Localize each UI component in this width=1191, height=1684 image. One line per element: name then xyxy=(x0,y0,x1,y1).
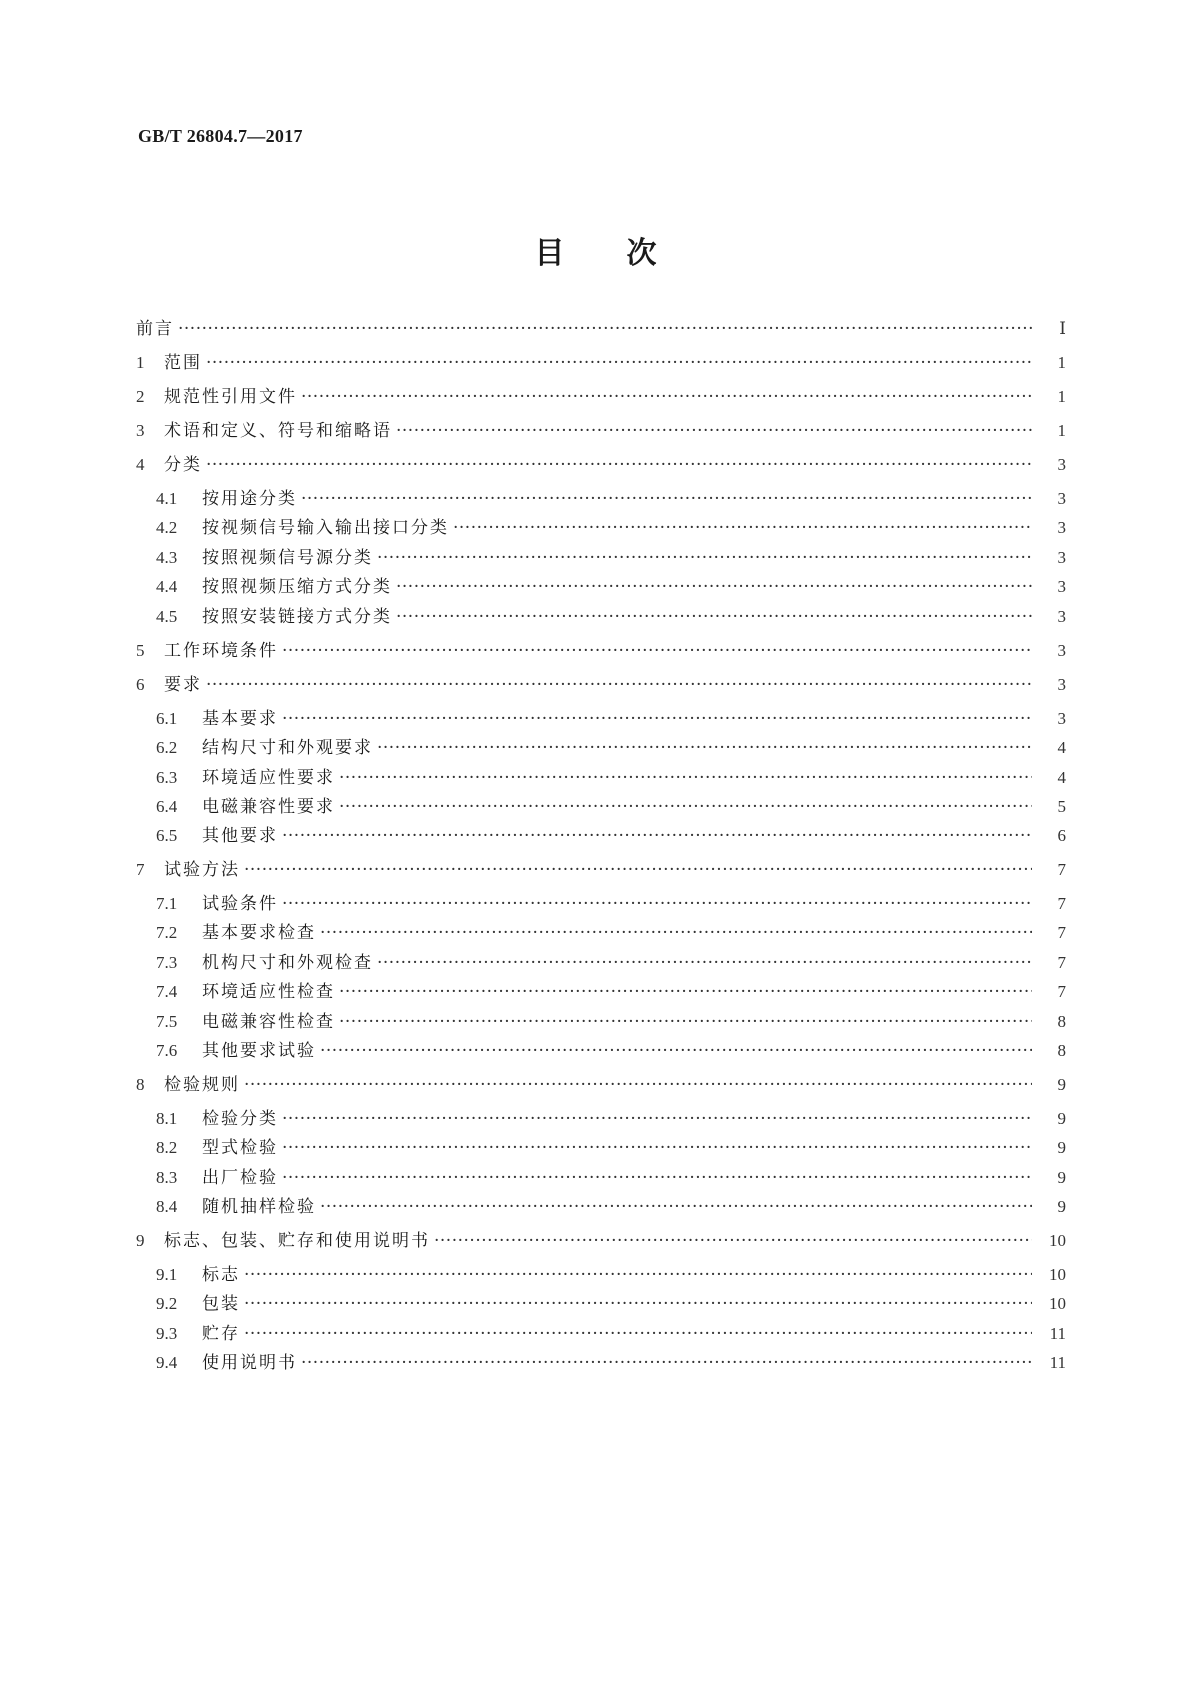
toc-entry-number: 9.2 xyxy=(156,1294,178,1313)
toc-dot-leader xyxy=(244,1291,1032,1317)
toc-entry-label: 包装 xyxy=(202,1294,240,1314)
toc-dot-leader xyxy=(434,1228,1032,1254)
toc-entry-number: 6.2 xyxy=(156,738,178,757)
toc-dot-leader xyxy=(339,794,1032,820)
toc-entry-page: 10 xyxy=(1049,1265,1066,1284)
toc-entry-page: 3 xyxy=(1057,709,1066,728)
toc-entry[interactable] xyxy=(136,574,1066,600)
toc-dot-leader xyxy=(244,1321,1032,1347)
toc-entry[interactable] xyxy=(136,1135,1066,1161)
toc-entry-label: 基本要求 xyxy=(202,709,278,729)
toc-entry[interactable] xyxy=(136,1321,1066,1347)
toc-entry-page: 8 xyxy=(1057,1012,1066,1031)
toc-dot-leader xyxy=(206,672,1032,698)
toc-dot-leader xyxy=(396,574,1032,600)
toc-entry-number: 8 xyxy=(136,1075,145,1094)
toc-entry[interactable] xyxy=(136,384,1066,410)
toc-entry-label: 按照视频压缩方式分类 xyxy=(202,577,392,597)
toc-dot-leader xyxy=(339,765,1032,791)
toc-entry[interactable] xyxy=(136,515,1066,541)
toc-entry-label: 工作环境条件 xyxy=(164,641,278,661)
toc-entry-number: 7.4 xyxy=(156,982,178,1001)
toc-entry-number: 6.1 xyxy=(156,709,178,728)
toc-entry[interactable] xyxy=(136,950,1066,976)
toc-dot-leader xyxy=(396,604,1032,630)
toc-entry-page: 3 xyxy=(1057,489,1066,508)
toc-entry-page: 4 xyxy=(1057,768,1066,787)
toc-dot-leader xyxy=(320,920,1032,946)
toc-entry-page: 3 xyxy=(1057,548,1066,567)
toc-dot-leader xyxy=(282,1165,1032,1191)
toc-entry-number: 5 xyxy=(136,641,145,660)
toc-entry[interactable] xyxy=(136,765,1066,791)
toc-entry-page: 7 xyxy=(1057,982,1066,1001)
toc-entry-number: 4.4 xyxy=(156,577,178,596)
toc-entry-label: 按用途分类 xyxy=(202,489,297,509)
toc-dot-leader xyxy=(301,1350,1032,1376)
toc-entry-page: 9 xyxy=(1057,1109,1066,1128)
toc-entry[interactable] xyxy=(136,1291,1066,1317)
toc-entry-label: 规范性引用文件 xyxy=(164,387,297,407)
toc-entry-label: 标志 xyxy=(202,1265,240,1285)
toc-entry-label: 机构尺寸和外观检查 xyxy=(202,953,373,973)
toc-dot-leader xyxy=(377,545,1032,571)
toc-entry[interactable] xyxy=(136,1262,1066,1288)
toc-entry-label: 术语和定义、符号和缩略语 xyxy=(164,421,392,441)
toc-entry-page: 1 xyxy=(1057,421,1066,440)
toc-entry-number: 6.5 xyxy=(156,826,178,845)
toc-entry-number: 8.2 xyxy=(156,1138,178,1157)
toc-entry-label: 范围 xyxy=(164,353,202,373)
toc-entry-label: 出厂检验 xyxy=(202,1168,278,1188)
toc-entry-label: 电磁兼容性要求 xyxy=(202,797,335,817)
toc-dot-leader xyxy=(282,1135,1032,1161)
toc-dot-leader xyxy=(339,979,1032,1005)
toc-entry-label: 结构尺寸和外观要求 xyxy=(202,738,373,758)
toc-dot-leader xyxy=(244,1262,1032,1288)
toc-entry-page: 7 xyxy=(1057,860,1066,879)
toc-entry-number: 9.4 xyxy=(156,1353,178,1372)
toc-entry-label: 环境适应性检查 xyxy=(202,982,335,1002)
toc-entry-number: 6.3 xyxy=(156,768,178,787)
toc-entry-label: 前言 xyxy=(136,319,174,339)
toc-entry-label: 要求 xyxy=(164,675,202,695)
toc-entry-page: 5 xyxy=(1057,797,1066,816)
toc-entry[interactable] xyxy=(136,350,1066,376)
toc-entry[interactable] xyxy=(136,452,1066,478)
toc-entry-number: 8.1 xyxy=(156,1109,178,1128)
toc-entry-label: 其他要求 xyxy=(202,826,278,846)
toc-entry-page: 3 xyxy=(1057,577,1066,596)
toc-entry[interactable] xyxy=(136,891,1066,917)
toc-entry-number: 7.1 xyxy=(156,894,178,913)
toc-entry-page: 3 xyxy=(1057,641,1066,660)
toc-entry-label: 随机抽样检验 xyxy=(202,1197,316,1217)
toc-dot-leader xyxy=(206,452,1032,478)
toc-entry[interactable] xyxy=(136,1072,1066,1098)
standard-code: GB/T 26804.7—2017 xyxy=(138,126,303,146)
toc-entry[interactable] xyxy=(136,706,1066,732)
toc-entry-label: 其他要求试验 xyxy=(202,1041,316,1061)
toc-dot-leader xyxy=(396,418,1032,444)
toc-dot-leader xyxy=(301,486,1032,512)
toc-entry-page: 9 xyxy=(1057,1197,1066,1216)
toc-entry-label: 按视频信号输入输出接口分类 xyxy=(202,518,449,538)
toc-entry-number: 4.5 xyxy=(156,607,178,626)
toc-entry-number: 4.2 xyxy=(156,518,178,537)
toc-entry[interactable] xyxy=(136,794,1066,820)
toc-entry[interactable] xyxy=(136,1165,1066,1191)
toc-entry[interactable] xyxy=(136,418,1066,444)
toc-dot-leader xyxy=(282,638,1032,664)
toc-entry-number: 8.4 xyxy=(156,1197,178,1216)
toc-entry-label: 基本要求检查 xyxy=(202,923,316,943)
toc-entry[interactable] xyxy=(136,857,1066,883)
toc-dot-leader xyxy=(320,1038,1032,1064)
toc-entry-page: 1 xyxy=(1057,387,1066,406)
toc-entry-page: 9 xyxy=(1057,1138,1066,1157)
toc-entry-label: 检验分类 xyxy=(202,1109,278,1129)
toc-entry-label: 标志、包装、贮存和使用说明书 xyxy=(164,1231,430,1251)
toc-entry-page: 7 xyxy=(1057,894,1066,913)
toc-entry-number: 6 xyxy=(136,675,145,694)
toc-entry-number: 9 xyxy=(136,1231,145,1250)
toc-dot-leader xyxy=(282,1106,1032,1132)
toc-entry-number: 7.5 xyxy=(156,1012,178,1031)
toc-entry-number: 7.6 xyxy=(156,1041,178,1060)
toc-entry[interactable] xyxy=(136,1350,1066,1376)
toc-entry-number: 7.2 xyxy=(156,923,178,942)
toc-entry-page: Ⅰ xyxy=(1059,319,1066,338)
toc-entry-label: 分类 xyxy=(164,455,202,475)
toc-dot-leader xyxy=(377,735,1032,761)
toc-entry-page: 6 xyxy=(1057,826,1066,845)
toc-entry-page: 10 xyxy=(1049,1294,1066,1313)
toc-entry-label: 按照视频信号源分类 xyxy=(202,548,373,568)
toc-entry-label: 型式检验 xyxy=(202,1138,278,1158)
toc-entry[interactable] xyxy=(136,1228,1066,1254)
toc-dot-leader xyxy=(453,515,1032,541)
toc-entry[interactable] xyxy=(136,604,1066,630)
toc-entry-label: 使用说明书 xyxy=(202,1353,297,1373)
toc-entry-page: 11 xyxy=(1049,1353,1066,1372)
toc-entry[interactable] xyxy=(136,920,1066,946)
toc-entry-number: 7 xyxy=(136,860,145,879)
toc-entry-label: 检验规则 xyxy=(164,1075,240,1095)
toc-entry-number: 4 xyxy=(136,455,145,474)
toc-entry-page: 3 xyxy=(1057,518,1066,537)
toc-entry-number: 1 xyxy=(136,353,145,372)
toc-entry-page: 7 xyxy=(1057,923,1066,942)
page-title: 目次 xyxy=(534,236,719,271)
toc-dot-leader xyxy=(206,350,1032,376)
toc-entry[interactable] xyxy=(136,735,1066,761)
toc-entry-number: 6.4 xyxy=(156,797,178,816)
toc-entry[interactable] xyxy=(136,979,1066,1005)
toc-entry[interactable] xyxy=(136,823,1066,849)
toc-entry[interactable] xyxy=(136,1106,1066,1132)
toc-entry-page: 4 xyxy=(1057,738,1066,757)
toc-dot-leader xyxy=(178,316,1032,342)
toc-dot-leader xyxy=(282,706,1032,732)
toc-dot-leader xyxy=(244,857,1032,883)
toc-entry[interactable] xyxy=(136,672,1066,698)
toc-entry-page: 7 xyxy=(1057,953,1066,972)
toc-entry-page: 11 xyxy=(1049,1324,1066,1343)
toc-entry-page: 3 xyxy=(1057,455,1066,474)
toc-entry[interactable] xyxy=(136,1194,1066,1220)
toc-entry-number: 3 xyxy=(136,421,145,440)
toc-entry-number: 7.3 xyxy=(156,953,178,972)
toc-entry[interactable] xyxy=(136,316,1066,342)
toc-entry-number: 9.1 xyxy=(156,1265,178,1284)
toc-entry-page: 9 xyxy=(1057,1075,1066,1094)
toc-entry-label: 试验条件 xyxy=(202,894,278,914)
toc-dot-leader xyxy=(282,823,1032,849)
toc-dot-leader xyxy=(339,1009,1032,1035)
toc-dot-leader xyxy=(282,891,1032,917)
toc-entry[interactable] xyxy=(136,1038,1066,1064)
toc-entry-page: 8 xyxy=(1057,1041,1066,1060)
toc-entry-label: 按照安装链接方式分类 xyxy=(202,607,392,627)
toc-entry-number: 4.3 xyxy=(156,548,178,567)
toc-entry-page: 10 xyxy=(1049,1231,1066,1250)
toc-entry[interactable] xyxy=(136,1009,1066,1035)
toc-entry-page: 3 xyxy=(1057,675,1066,694)
toc-entry[interactable] xyxy=(136,638,1066,664)
toc-entry-label: 贮存 xyxy=(202,1324,240,1344)
toc-entry-label: 环境适应性要求 xyxy=(202,768,335,788)
toc-dot-leader xyxy=(377,950,1032,976)
toc-entry-number: 8.3 xyxy=(156,1168,178,1187)
toc-entry-number: 2 xyxy=(136,387,145,406)
toc-dot-leader xyxy=(244,1072,1032,1098)
toc-dot-leader xyxy=(301,384,1032,410)
toc-dot-leader xyxy=(320,1194,1032,1220)
toc-entry-number: 9.3 xyxy=(156,1324,178,1343)
toc-entry-page: 3 xyxy=(1057,607,1066,626)
toc-entry-page: 1 xyxy=(1057,353,1066,372)
toc-entry-page: 9 xyxy=(1057,1168,1066,1187)
toc-entry-number: 4.1 xyxy=(156,489,178,508)
toc-entry-label: 电磁兼容性检查 xyxy=(202,1012,335,1032)
toc-entry[interactable] xyxy=(136,545,1066,571)
toc-entry[interactable] xyxy=(136,486,1066,512)
toc-entry-label: 试验方法 xyxy=(164,860,240,880)
